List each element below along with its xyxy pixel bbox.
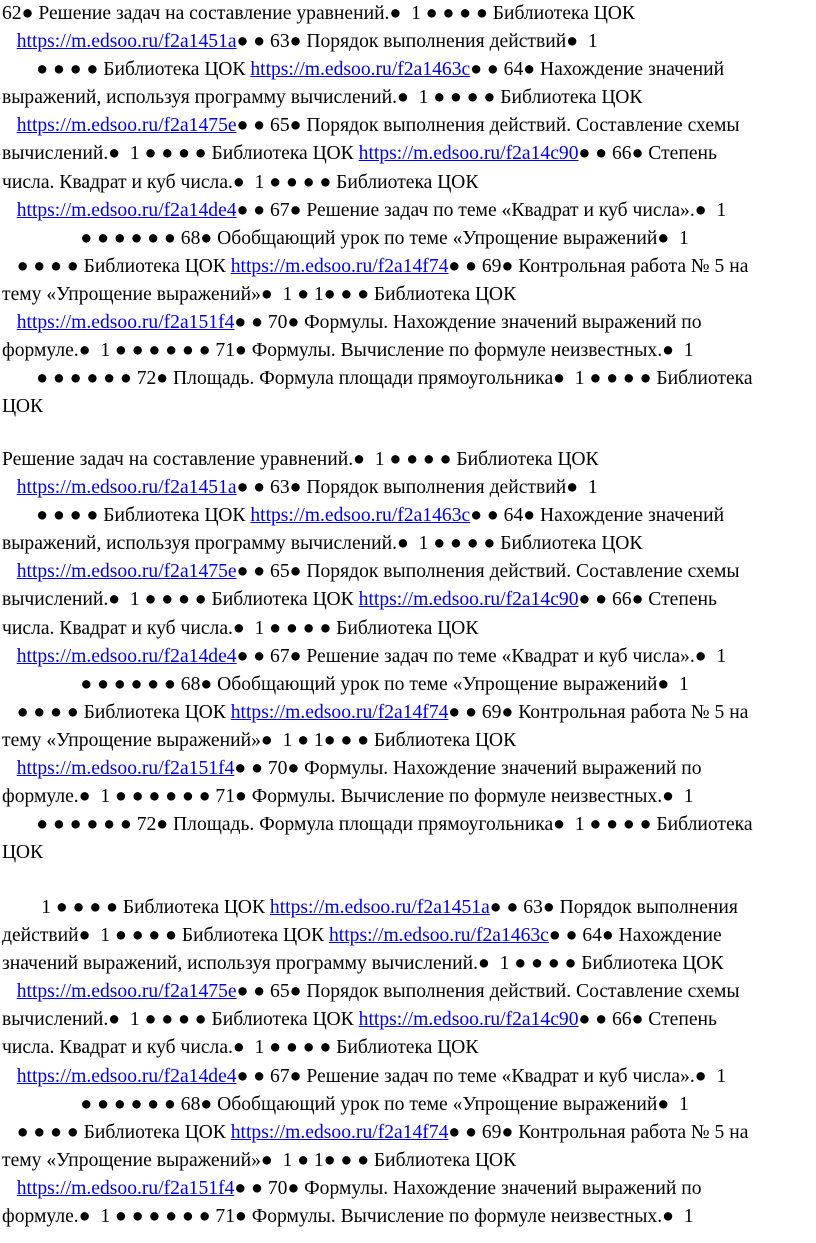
text-line xyxy=(2,169,816,197)
text-line xyxy=(2,253,816,281)
text-segment: ● ● 70● Формулы. Нахождение значений выражений по xyxy=(234,1177,702,1199)
text-segment: ● ● 66● Степень xyxy=(578,1009,717,1031)
text-segment: ● ● ● ● ● ● 72● Площадь. Формула площади прямоугольника● 1 ● ● ● ● Библиотека xyxy=(2,368,753,390)
text-line xyxy=(2,755,816,783)
text-segment: числа. Квадрат и куб числа.● 1 ● ● ● ● Библиотека ЦОК xyxy=(2,1037,479,1059)
text-line xyxy=(2,225,816,253)
library-link[interactable]: https://m.edsoo.ru/f2a14de4 xyxy=(16,199,237,221)
text-segment: ● ● 67● Решение задач по теме «Квадрат и куб числа».● 1 xyxy=(236,1065,727,1087)
library-link[interactable]: https://m.edsoo.ru/f2a14c90 xyxy=(358,589,579,611)
library-link[interactable]: https://m.edsoo.ru/f2a14c90 xyxy=(358,1009,579,1031)
text-segment xyxy=(2,561,17,582)
text-segment: числа. Квадрат и куб числа.● 1 ● ● ● ● Библиотека ЦОК xyxy=(2,171,479,193)
text-segment: ● ● 65● Порядок выполнения действий. Составление схемы xyxy=(236,561,740,583)
text-segment: ● ● ● ● ● ● 68● Обобщающий урок по теме «Упрощение выражений● 1 xyxy=(2,227,689,249)
text-line xyxy=(2,839,816,867)
text-segment: ● ● 69● Контрольная работа № 5 на xyxy=(448,1121,749,1143)
text-line xyxy=(2,0,816,28)
text-line xyxy=(2,558,816,586)
library-link[interactable]: https://m.edsoo.ru/f2a14c90 xyxy=(358,143,579,165)
text-segment: ● ● 69● Контрольная работа № 5 на xyxy=(448,255,749,277)
text-segment xyxy=(2,200,17,221)
text-line xyxy=(2,922,816,950)
text-line xyxy=(2,615,816,643)
text-segment: ● ● 64● Нахождение xyxy=(548,925,722,947)
text-line xyxy=(2,727,816,755)
text-segment: выражений, используя программу вычислений.● 1 ● ● ● ● Библиотека ЦОК xyxy=(2,533,643,555)
text-segment: ● ● ● ● Библиотека ЦОК xyxy=(2,701,231,723)
text-segment: ● ● ● ● Библиотека ЦОК xyxy=(2,59,251,81)
library-link[interactable]: https://m.edsoo.ru/f2a1475e xyxy=(16,981,237,1003)
text-line xyxy=(2,978,816,1006)
text-line xyxy=(2,446,816,474)
text-segment: ● ● 66● Степень xyxy=(578,143,717,165)
text-line xyxy=(2,393,816,421)
text-block-3 xyxy=(2,894,816,1231)
text-line xyxy=(2,950,816,978)
text-segment: действий● 1 ● ● ● ● Библиотека ЦОК xyxy=(2,925,329,947)
text-segment: ● ● 70● Формулы. Нахождение значений выражений по xyxy=(234,312,702,334)
text-line xyxy=(2,197,816,225)
text-line xyxy=(2,1203,816,1231)
text-segment xyxy=(2,1178,17,1199)
text-segment: тему «Упрощение выражений»● 1 ● 1● ● ● Библиотека ЦОК xyxy=(2,1149,517,1171)
text-segment: ЦОК xyxy=(2,842,44,864)
text-line xyxy=(2,502,816,530)
text-segment: ● ● ● ● ● ● 68● Обобщающий урок по теме «Упрощение выражений● 1 xyxy=(2,1093,689,1115)
text-block-1 xyxy=(2,0,816,421)
library-link[interactable]: https://m.edsoo.ru/f2a1451a xyxy=(16,31,237,53)
text-segment: ● ● 70● Формулы. Нахождение значений выражений по xyxy=(234,758,702,780)
library-link[interactable]: https://m.edsoo.ru/f2a1463c xyxy=(250,59,471,81)
text-line xyxy=(2,1063,816,1091)
text-segment: ● ● 67● Решение задач по теме «Квадрат и куб числа».● 1 xyxy=(236,199,727,221)
text-line xyxy=(2,671,816,699)
library-link[interactable]: https://m.edsoo.ru/f2a1475e xyxy=(16,115,237,137)
text-line xyxy=(2,337,816,365)
text-segment: вычислений.● 1 ● ● ● ● Библиотека ЦОК xyxy=(2,589,359,611)
text-segment xyxy=(2,646,17,667)
text-segment: ● ● ● ● Библиотека ЦОК xyxy=(2,505,251,527)
text-segment xyxy=(2,115,17,136)
text-segment: ● ● 65● Порядок выполнения действий. Составление схемы xyxy=(236,115,740,137)
text-line xyxy=(2,112,816,140)
library-link[interactable]: https://m.edsoo.ru/f2a1463c xyxy=(329,925,549,947)
text-line xyxy=(2,699,816,727)
text-segment: ЦОК xyxy=(2,396,44,418)
text-segment: ● ● 63● Порядок выполнения действий● 1 xyxy=(236,477,598,499)
library-link[interactable]: https://m.edsoo.ru/f2a151f4 xyxy=(16,1177,235,1199)
text-line xyxy=(2,84,816,112)
text-segment xyxy=(2,477,17,498)
text-segment: ● ● 67● Решение задач по теме «Квадрат и куб числа».● 1 xyxy=(236,645,727,667)
text-segment: ● ● 63● Порядок выполнения действий● 1 xyxy=(236,31,598,53)
text-line xyxy=(2,811,816,839)
text-segment: ● ● 64● Нахождение значений xyxy=(470,59,725,81)
text-segment: вычислений.● 1 ● ● ● ● Библиотека ЦОК xyxy=(2,1009,359,1031)
text-segment: формуле.● 1 ● ● ● ● ● ● 71● Формулы. Вычисление по формуле неизвестных.● 1 xyxy=(2,340,694,362)
text-segment xyxy=(2,312,17,333)
text-segment: числа. Квадрат и куб числа.● 1 ● ● ● ● Библиотека ЦОК xyxy=(2,617,479,639)
text-segment: 1 ● ● ● ● Библиотека ЦОК xyxy=(2,897,270,918)
text-line xyxy=(2,309,816,337)
text-segment: ● ● ● ● ● ● 72● Площадь. Формула площади прямоугольника● 1 ● ● ● ● Библиотека xyxy=(2,814,753,836)
text-line xyxy=(2,783,816,811)
library-link[interactable]: https://m.edsoo.ru/f2a1451a xyxy=(269,897,490,918)
text-segment: ● ● 64● Нахождение значений xyxy=(470,505,725,527)
text-line xyxy=(2,1147,816,1175)
library-link[interactable]: https://m.edsoo.ru/f2a1451a xyxy=(16,477,237,499)
library-link[interactable]: https://m.edsoo.ru/f2a1475e xyxy=(16,561,237,583)
text-segment: ● ● 69● Контрольная работа № 5 на xyxy=(448,701,749,723)
text-segment: ● ● ● ● ● ● 68● Обобщающий урок по теме «Упрощение выражений● 1 xyxy=(2,673,689,695)
text-segment: тему «Упрощение выражений»● 1 ● 1● ● ● Библиотека ЦОК xyxy=(2,283,517,305)
text-line xyxy=(2,281,816,309)
text-segment: ● ● 63● Порядок выполнения xyxy=(489,897,738,918)
library-link[interactable]: https://m.edsoo.ru/f2a14f74 xyxy=(230,1121,449,1143)
text-line xyxy=(2,643,816,671)
text-segment: Решение задач на составление уравнений.● 1 ● ● ● ● Библиотека ЦОК xyxy=(2,449,599,470)
text-segment: ● ● 66● Степень xyxy=(578,589,717,611)
text-line xyxy=(2,1119,816,1147)
text-segment: значений выражений, используя программу вычислений.● 1 ● ● ● ● Библиотека ЦОК xyxy=(2,953,724,975)
text-line xyxy=(2,1091,816,1119)
text-line xyxy=(2,365,816,393)
library-link[interactable]: https://m.edsoo.ru/f2a1463c xyxy=(250,505,471,527)
text-line xyxy=(2,28,816,56)
text-line xyxy=(2,56,816,84)
text-segment xyxy=(2,1066,17,1087)
library-link[interactable]: https://m.edsoo.ru/f2a14f74 xyxy=(230,255,449,277)
text-segment: ● ● ● ● Библиотека ЦОК xyxy=(2,1121,231,1143)
text-segment: ● ● 65● Порядок выполнения действий. Составление схемы xyxy=(236,981,740,1003)
library-link[interactable]: https://m.edsoo.ru/f2a14de4 xyxy=(16,645,237,667)
text-segment: формуле.● 1 ● ● ● ● ● ● 71● Формулы. Вычисление по формуле неизвестных.● 1 xyxy=(2,786,694,808)
text-line xyxy=(2,1034,816,1062)
text-segment xyxy=(2,31,17,52)
text-line xyxy=(2,894,816,922)
text-segment xyxy=(2,981,17,1002)
text-line xyxy=(2,586,816,614)
text-segment: ● ● ● ● Библиотека ЦОК xyxy=(2,255,231,277)
text-line xyxy=(2,474,816,502)
text-segment: выражений, используя программу вычислений.● 1 ● ● ● ● Библиотека ЦОК xyxy=(2,87,643,109)
text-line xyxy=(2,1006,816,1034)
library-link[interactable]: https://m.edsoo.ru/f2a14f74 xyxy=(230,701,449,723)
text-segment: формуле.● 1 ● ● ● ● ● ● 71● Формулы. Вычисление по формуле неизвестных.● 1 xyxy=(2,1206,694,1228)
text-segment: вычислений.● 1 ● ● ● ● Библиотека ЦОК xyxy=(2,143,359,165)
text-segment xyxy=(2,758,17,779)
library-link[interactable]: https://m.edsoo.ru/f2a151f4 xyxy=(16,758,235,780)
text-line xyxy=(2,140,816,168)
text-line xyxy=(2,1175,816,1203)
text-segment: 62● Решение задач на составление уравнений.● 1 ● ● ● ● Библиотека ЦОК xyxy=(2,3,635,24)
text-line xyxy=(2,530,816,558)
library-link[interactable]: https://m.edsoo.ru/f2a151f4 xyxy=(16,312,235,334)
text-block-2 xyxy=(2,446,816,867)
text-segment: тему «Упрощение выражений»● 1 ● 1● ● ● Библиотека ЦОК xyxy=(2,729,517,751)
library-link[interactable]: https://m.edsoo.ru/f2a14de4 xyxy=(16,1065,237,1087)
